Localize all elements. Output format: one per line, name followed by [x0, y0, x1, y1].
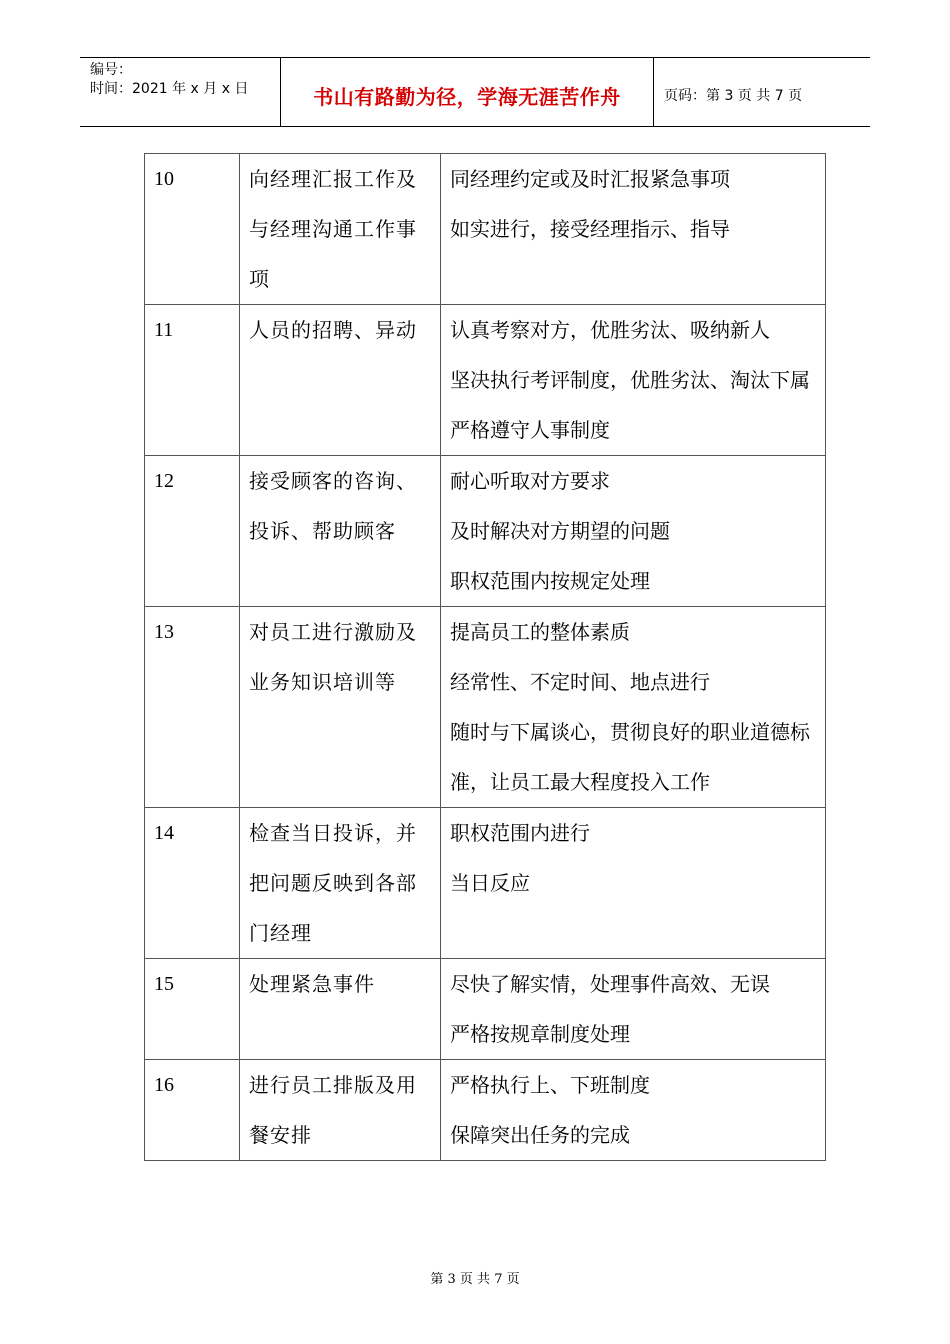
page-header: [80, 57, 870, 127]
standard-item: 提高员工的整体素质: [450, 620, 630, 644]
header-number-label: 编号：: [90, 62, 132, 78]
row-number: 14: [145, 808, 240, 959]
row-number: 15: [145, 959, 240, 1060]
standard-item: 严格遵守人事制度: [450, 418, 610, 442]
standard-item: 严格执行上、下班制度: [450, 1073, 650, 1097]
standard-item: 及时解决对方期望的问题: [450, 519, 670, 543]
table-row: [145, 607, 826, 808]
task-text: 对员工进行激励及业务知识培训等: [249, 620, 417, 694]
task-text: 进行员工排版及用餐安排: [249, 1073, 417, 1147]
task-text: 检查当日投诉，并把问题反映到各部门经理: [249, 821, 417, 945]
task-text: 接受顾客的咨询、投诉、帮助顾客: [249, 469, 417, 543]
row-task: [240, 1060, 441, 1161]
row-task: [240, 808, 441, 959]
row-task: [240, 456, 441, 607]
standard-item: 严格按规章制度处理: [450, 1022, 630, 1046]
row-number: 10: [145, 154, 240, 305]
standard-item: 经常性、不定时间、地点进行: [450, 670, 710, 694]
standard-item: 保障突出任务的完成: [450, 1123, 630, 1147]
header-motto: 书山有路勤为径，学海无涯苦作舟: [281, 58, 654, 126]
standard-item: 职权范围内进行: [450, 821, 590, 845]
row-standards: [441, 607, 826, 808]
row-task: [240, 154, 441, 305]
page-footer: 第 3 页 共 7 页: [430, 1272, 520, 1287]
header-page-info: 页码：第 3 页 共 7 页: [664, 88, 803, 104]
standard-item: 职权范围内按规定处理: [450, 569, 650, 593]
row-standards: [441, 959, 826, 1060]
standard-item: 同经理约定或及时汇报紧急事项: [450, 167, 730, 191]
standard-item: 尽快了解实情，处理事件高效、无误: [450, 972, 770, 996]
standard-item: 坚决执行考评制度，优胜劣汰、淘汰下属: [450, 368, 810, 392]
table-row: [145, 1060, 826, 1161]
standard-item: 如实进行，接受经理指示、指导: [450, 217, 730, 241]
table-row: [145, 154, 826, 305]
row-number: 12: [145, 456, 240, 607]
header-time-label: 时间：2021 年 x 月 x 日: [90, 81, 249, 97]
task-text: 人员的招聘、异动: [249, 318, 417, 342]
duty-table-body: [145, 154, 826, 1161]
standard-item: 耐心听取对方要求: [450, 469, 610, 493]
row-task: [240, 305, 441, 456]
row-number: 16: [145, 1060, 240, 1161]
row-standards: [441, 456, 826, 607]
table-row: [145, 305, 826, 456]
row-standards: [441, 1060, 826, 1161]
duty-table: [144, 153, 826, 1161]
row-task: [240, 959, 441, 1060]
standard-item: 认真考察对方，优胜劣汰、吸纳新人: [450, 318, 770, 342]
header-meta: [80, 58, 281, 126]
row-standards: [441, 305, 826, 456]
task-text: 处理紧急事件: [249, 972, 375, 996]
table-row: [145, 808, 826, 959]
table-row: [145, 959, 826, 1060]
standard-item: 当日反应: [450, 871, 530, 895]
standard-item: 随时与下属谈心，贯彻良好的职业道德标准，让员工最大程度投入工作: [450, 720, 810, 794]
row-number: 13: [145, 607, 240, 808]
row-standards: [441, 154, 826, 305]
row-number: 11: [145, 305, 240, 456]
task-text: 向经理汇报工作及与经理沟通工作事项: [249, 167, 417, 291]
table-row: [145, 456, 826, 607]
row-standards: [441, 808, 826, 959]
row-task: [240, 607, 441, 808]
